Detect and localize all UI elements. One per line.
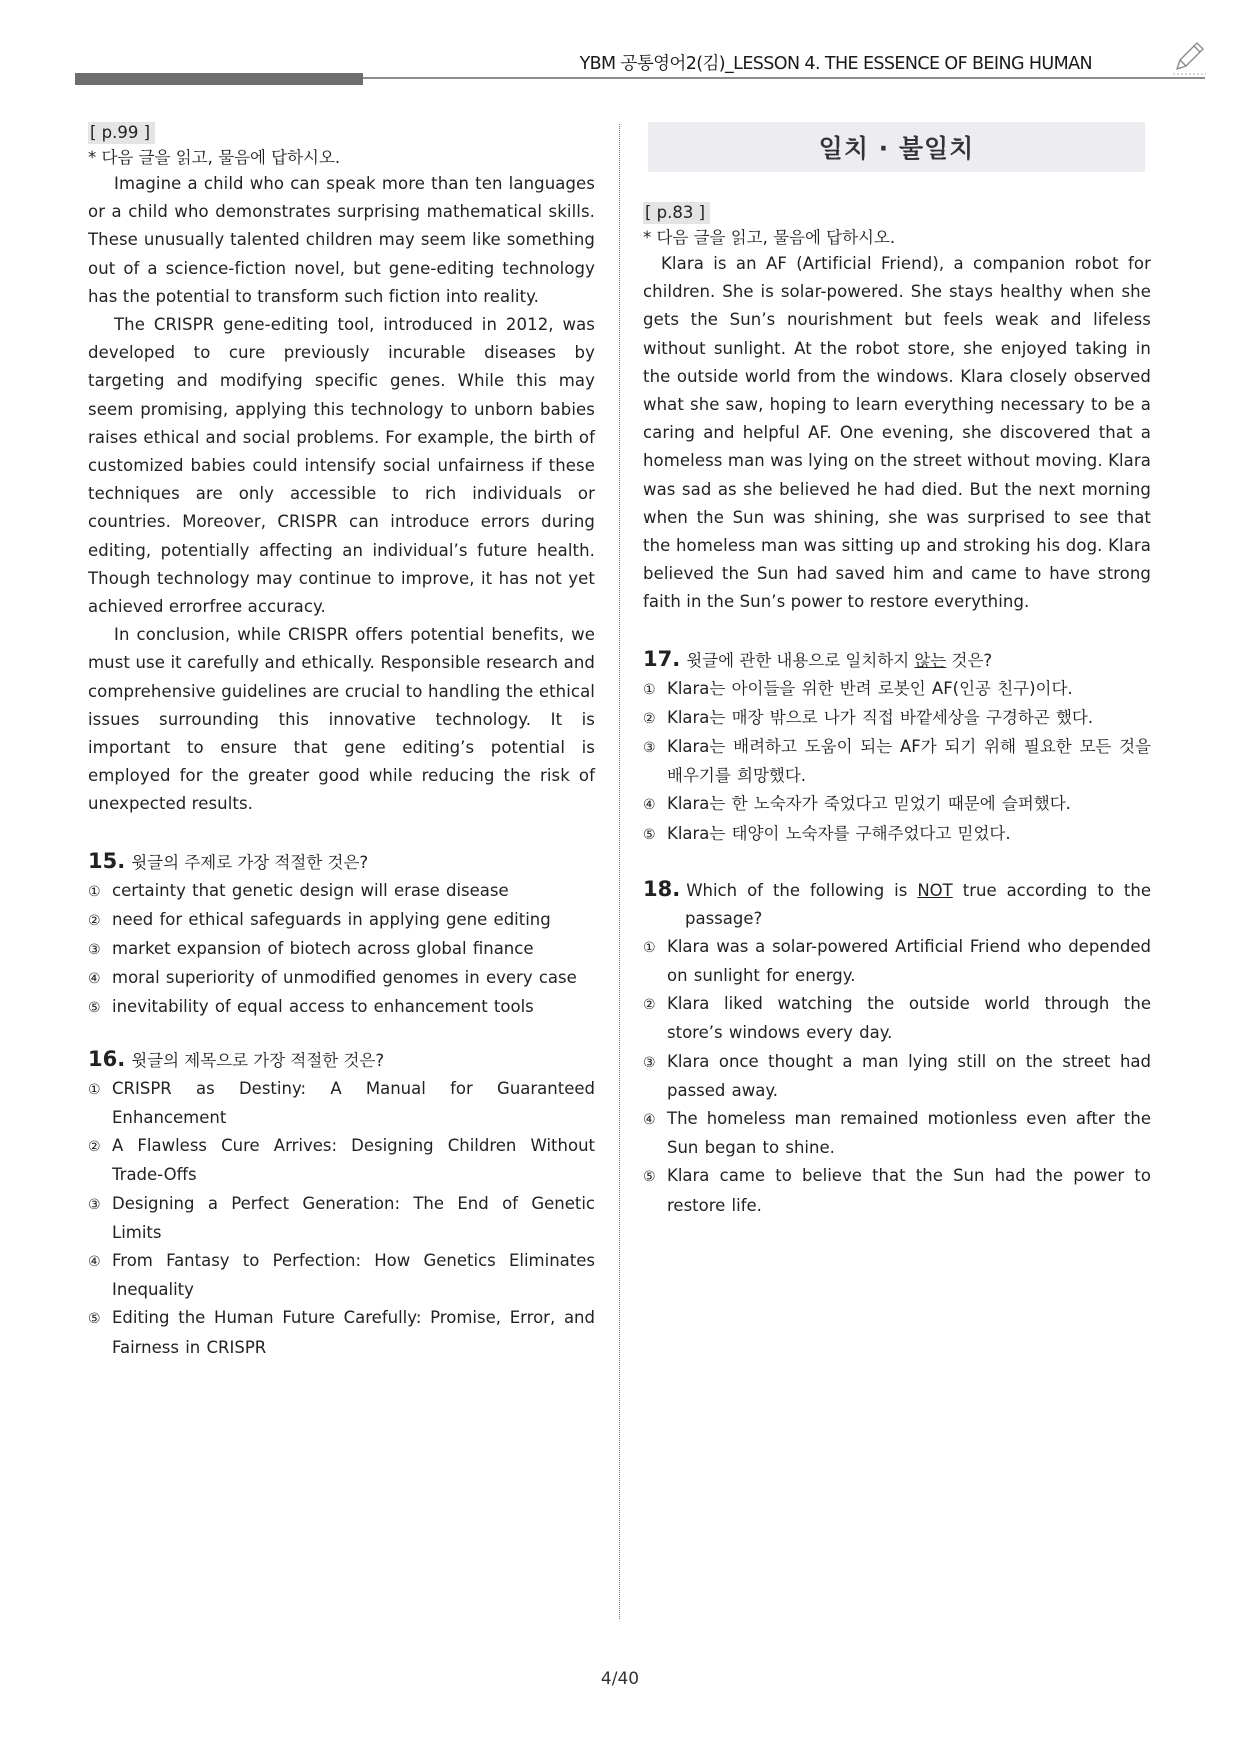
answer-option[interactable]: ⑤ Klara came to believe that the Sun had the power to restore life. bbox=[643, 1162, 1151, 1219]
passage-paragraph: Klara is an AF (Artificial Friend), a companion robot for children. She is solar-powered. She stays healthy when she gets the Sun’s nourishment but feels weak and lifeless without sunlight. At the robot store, she enjoyed taking in the outside world from the windows. Klara closely observed what she saw, hoping to learn everything necessary to be a caring and helpful AF. One evening, she discovered that a homeless man was lying on the street without moving. Klara was sad as she believed he had died. But the next morning when the Sun was shining, she was surprised to see that the homeless man was sitting up and stroking his dog. Klara believed the Sun had saved him and came to have strong faith in the Sun’s power to restore everything. bbox=[643, 254, 1151, 612]
option-marker: ① bbox=[88, 1081, 101, 1098]
question-number: 16. bbox=[88, 1046, 126, 1071]
reading-passage bbox=[88, 170, 595, 819]
option-marker: ③ bbox=[88, 1196, 101, 1213]
underlined-keyword: 않는 bbox=[914, 650, 947, 670]
question-18 bbox=[643, 875, 1151, 1220]
answer-option[interactable]: ② A Flawless Cure Arrives: Designing Children Without Trade-Offs bbox=[88, 1132, 595, 1189]
answer-options bbox=[88, 1075, 595, 1362]
option-marker: ⑤ bbox=[88, 1000, 101, 1017]
option-marker: ④ bbox=[88, 971, 101, 988]
option-marker: ② bbox=[88, 912, 101, 929]
answer-option[interactable]: ④ From Fantasy to Perfection: How Genetics Eliminates Inequality bbox=[88, 1247, 595, 1304]
answer-option[interactable]: ④ The homeless man remained motionless even after the Sun began to shine. bbox=[643, 1105, 1151, 1162]
pencil-icon bbox=[1168, 38, 1208, 78]
answer-option[interactable]: ④ moral superiority of unmodified genomes in every case bbox=[88, 964, 595, 993]
option-marker: ② bbox=[88, 1139, 101, 1156]
answer-options bbox=[643, 675, 1151, 849]
question-16 bbox=[88, 1045, 595, 1362]
right-column bbox=[643, 122, 1151, 1220]
option-marker: ③ bbox=[643, 740, 656, 757]
answer-option[interactable]: ① CRISPR as Destiny: A Manual for Guaranteed Enhancement bbox=[88, 1075, 595, 1132]
instruction: * 다음 글을 읽고, 물음에 답하시오. bbox=[643, 228, 896, 247]
answer-option[interactable]: ① Klara was a solar-powered Artificial Friend who depended on sunlight for energy. bbox=[643, 933, 1151, 990]
option-marker: ⑤ bbox=[88, 1311, 101, 1328]
option-marker: ④ bbox=[88, 1253, 101, 1270]
answer-option[interactable]: ② need for ethical safeguards in applying gene editing bbox=[88, 906, 595, 935]
question-prompt: 18. Which of the following is NOT true according to the passage? bbox=[643, 876, 1151, 928]
question-number: 15. bbox=[88, 848, 126, 873]
header-title: YBM 공통영어2(김)_LESSON 4. THE ESSENCE OF BEING HUMAN bbox=[579, 54, 1092, 74]
answer-option[interactable]: ② Klara liked watching the outside world through the store’s windows every day. bbox=[643, 990, 1151, 1047]
option-marker: ④ bbox=[643, 797, 656, 814]
answer-option[interactable]: ① Klara는 아이들을 위한 반려 로봇인 AF(인공 친구)이다. bbox=[643, 675, 1151, 704]
option-marker: ① bbox=[88, 883, 101, 900]
option-marker: ③ bbox=[88, 942, 101, 959]
question-17 bbox=[643, 645, 1151, 849]
option-marker: ③ bbox=[643, 1054, 656, 1071]
answer-option[interactable]: ③ Klara once thought a man lying still on the street had passed away. bbox=[643, 1048, 1151, 1105]
answer-option[interactable]: ③ market expansion of biotech across global finance bbox=[88, 935, 595, 964]
option-marker: ④ bbox=[643, 1112, 656, 1129]
page-reference: [ p.83 ] bbox=[643, 202, 710, 224]
question-number: 17. bbox=[643, 646, 681, 671]
section-title: 일치 · 불일치 bbox=[648, 122, 1145, 172]
answer-option[interactable]: ⑤ inevitability of equal access to enhancement tools bbox=[88, 993, 595, 1022]
option-marker: ② bbox=[643, 710, 656, 727]
underlined-keyword: NOT bbox=[917, 880, 953, 900]
option-marker: ② bbox=[643, 997, 656, 1014]
option-marker: ① bbox=[643, 681, 656, 698]
column-divider bbox=[619, 124, 620, 1619]
passage-paragraph: Imagine a child who can speak more than ten languages or a child who demonstrates surprising mathematical skills. These unusually talented children may seem like something out of a science-fiction novel, but gene-editing technology has the potential to transform such fiction into reality. bbox=[88, 174, 595, 306]
instruction: * 다음 글을 읽고, 물음에 답하시오. bbox=[88, 148, 341, 167]
answer-option[interactable]: ⑤ Editing the Human Future Carefully: Promise, Error, and Fairness in CRISPR bbox=[88, 1304, 595, 1361]
answer-option[interactable]: ② Klara는 매장 밖으로 나가 직접 바깥세상을 구경하곤 했다. bbox=[643, 704, 1151, 733]
question-prompt: 15. 윗글의 주제로 가장 적절한 것은? bbox=[88, 848, 369, 873]
answer-option[interactable]: ③ Klara는 배려하고 도움이 되는 AF가 되기 위해 필요한 모든 것을 배우기를 희망했다. bbox=[643, 733, 1151, 790]
header-accent-bar bbox=[75, 73, 363, 85]
left-column bbox=[88, 122, 595, 1362]
option-marker: ⑤ bbox=[643, 1169, 656, 1186]
answer-option[interactable]: ① certainty that genetic design will erase disease bbox=[88, 877, 595, 906]
question-number: 18. bbox=[643, 876, 681, 901]
option-marker: ⑤ bbox=[643, 826, 656, 843]
page-reference: [ p.99 ] bbox=[88, 122, 155, 144]
question-prompt: 17. 윗글에 관한 내용으로 일치하지 않는 것은? bbox=[643, 646, 993, 671]
question-15 bbox=[88, 847, 595, 1023]
reading-passage bbox=[643, 250, 1151, 617]
answer-options bbox=[88, 877, 595, 1023]
answer-option[interactable]: ③ Designing a Perfect Generation: The End of Genetic Limits bbox=[88, 1190, 595, 1247]
passage-paragraph: The CRISPR gene-editing tool, introduced in 2012, was developed to cure previously incurable diseases by targeting and modifying specific genes. While this may seem promising, applying this technology to unborn babies raises ethical and social problems. For example, the birth of customized babies could intensify social unfairness if these techniques are only accessible to rich individuals or countries. Moreover, CRISPR can introduce errors during editing, potentially affecting an individual’s future health. Though technology may continue to improve, it has not yet achieved errorfree accuracy. bbox=[88, 315, 595, 617]
option-marker: ① bbox=[643, 939, 656, 956]
answer-options bbox=[643, 933, 1151, 1220]
passage-paragraph: In conclusion, while CRISPR offers potential benefits, we must use it carefully and ethically. Responsible research and comprehensive guidelines are crucial to handling the ethical issues surrounding this innovative technology. It is important to ensure that gene editing’s potential is employed for the greater good while reducing the risk of unexpected results. bbox=[88, 625, 595, 814]
question-prompt: 16. 윗글의 제목으로 가장 적절한 것은? bbox=[88, 1046, 385, 1071]
answer-option[interactable]: ⑤ Klara는 태양이 노숙자를 구해주었다고 믿었다. bbox=[643, 820, 1151, 849]
page-number: 4/40 bbox=[600, 1669, 640, 1689]
answer-option[interactable]: ④ Klara는 한 노숙자가 죽었다고 믿었기 때문에 슬퍼했다. bbox=[643, 790, 1151, 819]
